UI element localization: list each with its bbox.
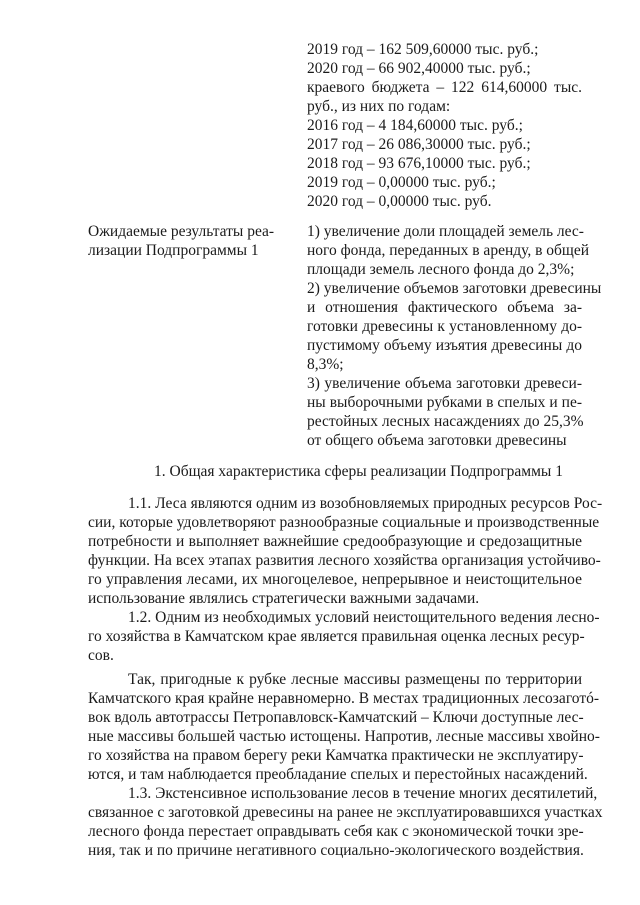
results-line: ны выборочными рубками в спелых и пе-	[307, 394, 582, 411]
body-line: ния, так и по причине негативного социально-экологического воздействия.	[88, 842, 584, 859]
funding-line: 2018 год – 93 676,10000 тыс. руб.;	[307, 155, 531, 172]
results-line: 2) увеличение объемов заготовки древесины	[307, 280, 602, 297]
body-line: вок вдоль автотрассы Петропавловск-Камчатский – Ключи доступные лес-	[88, 709, 584, 726]
results-line: 1) увеличение доли площадей земель лес-	[307, 223, 584, 240]
body-line: сии, которые удовлетворяют разнообразные социальные и производственные	[88, 514, 600, 531]
results-line: от общего объема заготовки древесины	[307, 432, 567, 449]
body-line: ются, и там наблюдается преобладание спелых и перестойных насаждений.	[88, 766, 588, 783]
results-line: рестойных лесных насаждениях до 25,3%	[307, 413, 584, 430]
body-line: го хозяйства на правом берегу реки Камчатка практически не эксплуатиру-	[88, 747, 584, 764]
results-label-line: Ожидаемые результаты реа-	[88, 223, 275, 240]
body-line: 1.1. Леса являются одним из возобновляемых природных ресурсов Рос-	[128, 495, 603, 512]
body-line: функции. На всех этапах развития лесного хозяйства организация устойчиво-	[88, 552, 601, 569]
results-line: площади земель лесного фонда до 2,3%;	[307, 261, 575, 278]
body-line: ные массивы большей частью истощены. Напротив, лесные массивы хвойно-	[88, 728, 600, 745]
body-line: связанное с заготовкой древесины на ранее не эксплуатировавшихся участках	[88, 804, 603, 821]
body-line: потребности и выполняет важнейшие средообразующие и средозащитные	[88, 533, 582, 550]
body-line: использование являлись стратегически важными задачами.	[88, 590, 480, 607]
funding-line: 2016 год – 4 184,60000 тыс. руб.;	[307, 117, 523, 134]
funding-line: 2017 год – 26 086,30000 тыс. руб.;	[307, 136, 531, 153]
body-line: лесного фонда перестает оправдывать себя как с экономической точки зре-	[88, 823, 584, 840]
body-line: сов.	[88, 647, 114, 664]
funding-line: 2020 год – 66 902,40000 тыс. руб.;	[307, 60, 531, 77]
results-label-line: лизации Подпрограммы 1	[88, 242, 259, 259]
funding-line: краевого бюджета – 122 614,60000 тыс.	[307, 79, 582, 96]
body-line: 1.3. Экстенсивное использование лесов в течение многих десятилетий,	[128, 785, 598, 802]
funding-line: 2020 год – 0,00000 тыс. руб.	[307, 193, 492, 210]
results-line: готовки древесины к установленному до-	[307, 318, 582, 335]
results-line: 8,3%;	[307, 356, 344, 373]
body-line: 1.2. Одним из необходимых условий неистощительного ведения лесно-	[128, 609, 600, 626]
body-line: го управления лесами, их многоцелевое, непрерывное и неистощительное	[88, 571, 582, 588]
funding-line: 2019 год – 162 509,60000 тыс. руб.;	[307, 41, 539, 58]
body-line: Камчатского края крайне неравномерно. В местах традиционных лесозаготó-	[88, 690, 600, 707]
results-line: и отношения фактического объема за-	[307, 299, 582, 316]
results-line: пустимому объему изъятия древесины до	[307, 337, 582, 354]
body-line: го хозяйства в Камчатском крае является правильная оценка лесных ресур-	[88, 628, 585, 645]
results-line: 3) увеличение объема заготовки древеси-	[307, 375, 582, 392]
funding-line: 2019 год – 0,00000 тыс. руб.;	[307, 174, 496, 191]
results-line: ного фонда, переданных в аренду, в общей	[307, 242, 590, 259]
funding-line: руб., из них по годам:	[307, 98, 451, 115]
body-line: Так, пригодные к рубке лесные массивы размещены по территории	[128, 671, 582, 688]
section-heading: 1. Общая характеристика сферы реализации Подпрограммы 1	[154, 463, 563, 480]
